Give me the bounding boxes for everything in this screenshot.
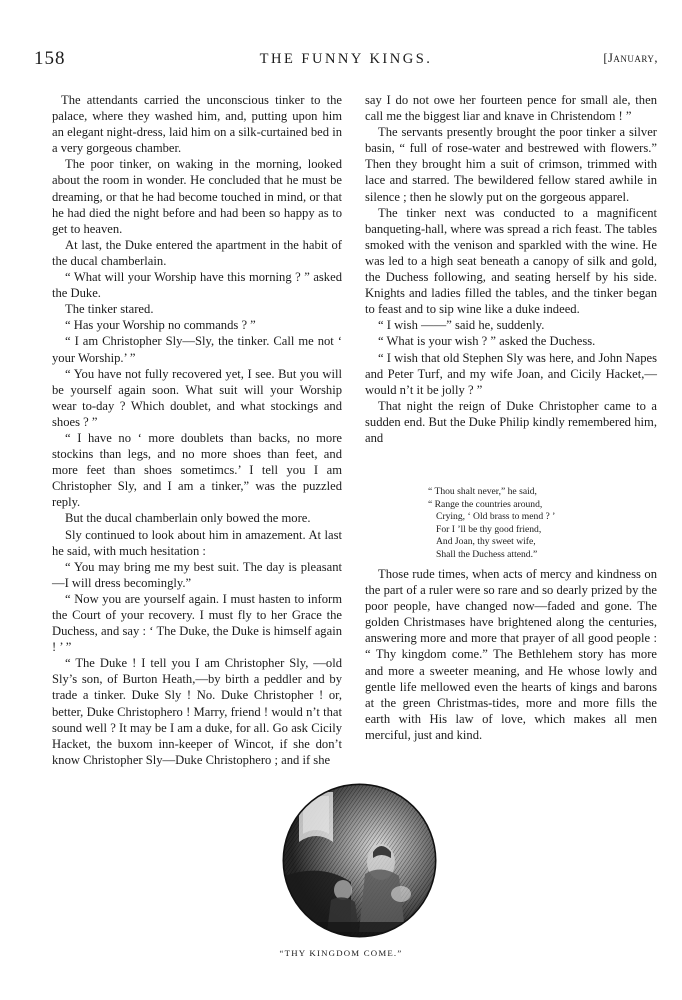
paragraph: Those rude times, when acts of mercy and kindness on the part of a ruler were so rare and so dearly prized by the poor people, have changed now—faded and gone. The golden Christmases have brightened along the centuries, answering more and more that prayer of all good people : “ Thy kingdom come.” The Bethlehem story has more and more a sweeter meaning, and He whose lowly and gentle life mellowed even the hearts of kings and barons at the green Christmas-tides, more and more fills the earth with His law of love, which makes all men merciful, just and kind. <box>365 567 657 742</box>
paragraph: “ I wish that old Stephen Sly was here, and John Napes and Peter Turf, and my wife Joan, and Cicily Hacket,—would n’t it be jolly ? ” <box>365 350 657 397</box>
issue-month: [January, <box>603 51 658 65</box>
paragraph: “ What will your Worship have this morning ? ” asked the Duke. <box>52 270 342 301</box>
paragraph: The tinker next was conducted to a magnificent banqueting-hall, where was spread a rich feast. The tables smoked with the venison and sparkled with the wine. He was led to a high seat beneath a canopy of silk and gold, the Duchess following, and seating herself by his side. Knights and ladies filled the tables, and the tinker began to feast and to sip wine like a duke indeed. <box>365 205 657 317</box>
page-header <box>34 48 658 72</box>
paragraph: “ I wish ——” said he, suddenly. <box>378 318 545 333</box>
paragraph: “ Has your Worship no commands ? ” <box>65 318 256 333</box>
page-number: 158 <box>34 48 66 69</box>
verse-line: Crying, ‘ Old brass to mend ? ’ <box>436 511 556 522</box>
paragraph: At last, the Duke entered the apartment in the habit of the ducal chamberlain. <box>52 237 342 268</box>
right-column <box>365 92 657 446</box>
verse-line: For I ’ll be thy good friend, <box>436 523 542 535</box>
paragraph: “ The Duke ! I tell you I am Christopher Sly, —old Sly’s son, of Burton Heath,—by birth a peddler and by trade a tinker. Duke Sly ! No. Duke Christopher ! or, better, Duke Christophero ! Marry, friend ! would n’t that sound well ? It may be I am a duke, for all. Go ask Cicily Hacket, the buxom inn-keeper of Wincot, if she don’t know Christopher Sly—Duke Christophero ; and if she <box>52 656 342 767</box>
paragraph: “ You have not fully recovered yet, I see. But you will be yourself again soon. What suit will your Worship wear to-day ? Which doublet, and what stockings and shoes ? ” <box>52 366 342 429</box>
paragraph: The servants presently brought the poor tinker a silver basin, “ full of rose-water and bestrewed with flowers.” Then they brought him a suit of crimson, trimmed with lace and starred. The bewildered fellow stared awhile in silence ; then he slowly put on the gorgeous apparel. <box>365 125 657 204</box>
verse-stanza <box>428 486 628 561</box>
paragraph: But the ducal chamberlain only bowed the more. <box>65 511 311 526</box>
paragraph: “ I have no ‘ more doublets than backs, no more stockins than legs, and no more shoes than feet, and more feet than shoes sometimcs.’ I tell you I am Christopher Sly, and I am a tinker,” was the puzzled reply. <box>52 430 342 510</box>
paragraph: That night the reign of Duke Christopher came to a sudden end. But the Duke Philip kindly remembered him, and <box>365 398 657 445</box>
paragraph: The tinker stared. <box>65 302 154 317</box>
right-column-continued <box>365 566 657 743</box>
paragraph: “ I am Christopher Sly—Sly, the tinker. Call me not ‘ your Worship.’ ” <box>52 334 342 365</box>
verse-line: And Joan, thy sweet wife, <box>436 536 536 547</box>
paragraph: “ You may bring me my best suit. The day is pleasant—I will dress becomingly.” <box>52 559 342 590</box>
left-column <box>52 92 342 768</box>
verse-line: “ Thou shalt never,” he said, <box>428 486 537 497</box>
verse-line: Shall the Duchess attend.” <box>436 548 538 560</box>
paragraph: “ What is your wish ? ” asked the Duchess. <box>378 334 596 349</box>
paragraph: “ Now you are yourself again. I must hasten to inform the Court of your recovery. I must fly to her Grace the Duchess, and say : ‘ The Duke, the Duke is himself again ! ’ ” <box>52 591 342 655</box>
paragraph: Sly continued to look about him in amazement. At last he said, with much hesitation : <box>52 527 342 558</box>
illustration-vignette <box>281 782 438 939</box>
verse-line: “ Range the countries around, <box>428 498 543 510</box>
paragraph: The poor tinker, on waking in the morning, looked about the room in wonder. He concluded that he must be dreaming, or that he had become touched in mind, or that he had died the night before and had been so happy as to get to heaven. <box>52 157 342 236</box>
engraving-image <box>281 782 438 939</box>
paragraph: say I do not owe her fourteen pence for small ale, then call me the biggest liar and knave in Christendom ! ” <box>365 93 657 124</box>
paragraph: The attendants carried the unconscious tinker to the palace, where they washed him, and, putting upon him an elegant night-dress, laid him on a silk-curtained bed in a very gorgeous chamber. <box>52 93 342 156</box>
running-title: THE FUNNY KINGS. <box>259 51 433 67</box>
illustration-caption: “THY KINGDOM COME.” <box>279 948 403 958</box>
